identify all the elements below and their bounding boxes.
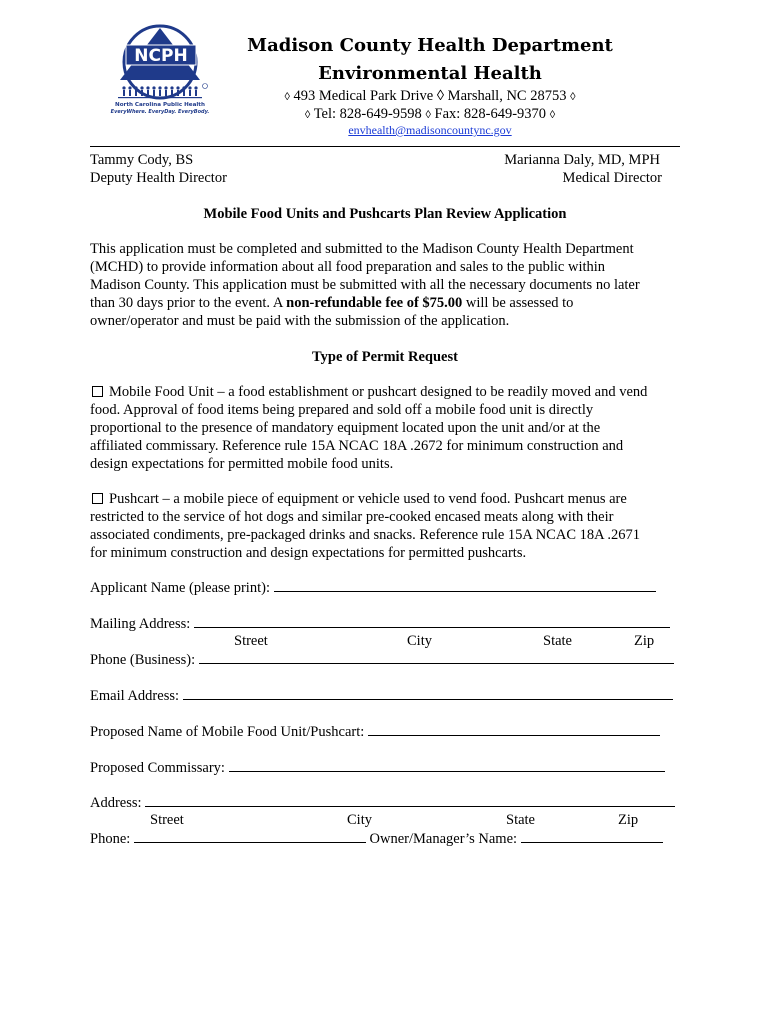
diamond-separator: ◊ <box>570 91 576 103</box>
diamond-separator: ◊ <box>549 109 556 121</box>
option-line: associated condiments, pre-packaged drinks and snacks. Reference rule 15A NCAC 18A .2671 <box>90 527 641 543</box>
medical-director-title: Medical Director <box>562 170 662 186</box>
fee-notice: non-refundable fee of $75.00 <box>286 295 463 311</box>
commissary-address-label: Address: <box>90 795 142 811</box>
city-sublabel: City <box>407 633 432 649</box>
email-line <box>170 123 690 137</box>
intro-text: than 30 days prior to the event. A <box>90 295 287 311</box>
intro-line: owner/operator and must be paid with the submission of the application. <box>90 313 510 329</box>
pushcart-option <box>90 490 680 562</box>
email-link[interactable]: envhealth@madisoncountync.gov <box>348 123 512 137</box>
intro-paragraph <box>90 240 680 330</box>
business-phone-label: Phone (Business): <box>90 652 196 668</box>
fax: Fax: 828-649-9370 <box>434 106 547 122</box>
business-phone-input[interactable] <box>199 650 674 664</box>
option-line: design expectations for permitted mobile food units. <box>90 456 394 472</box>
owner-manager-input[interactable] <box>521 829 663 843</box>
commissary-address-input[interactable] <box>145 793 675 807</box>
logo-caption: North Carolina Public Health <box>115 102 205 108</box>
zip-sublabel: Zip <box>634 633 655 649</box>
intro-text: will be assessed to <box>462 295 574 311</box>
option-line: for minimum construction and design expectations for permitted pushcarts. <box>90 545 527 561</box>
email-address-input[interactable] <box>183 686 673 700</box>
pushcart-checkbox[interactable] <box>92 493 103 504</box>
header-divider <box>90 146 680 147</box>
logo-text: NCPH <box>134 46 188 66</box>
proposed-commissary-input[interactable] <box>229 758 665 772</box>
logo-tagline: EveryWhere. EveryDay. EveryBody. <box>110 109 210 115</box>
proposed-name-input[interactable] <box>368 722 660 736</box>
owner-manager-label: Owner/Manager’s Name: <box>369 831 518 847</box>
zip-sublabel: Zip <box>618 812 639 828</box>
applicant-name-row <box>90 578 656 597</box>
city-sublabel: City <box>347 812 372 828</box>
commissary-phone-row <box>90 829 663 848</box>
diamond-separator: ◊ <box>304 109 311 121</box>
street-address: 493 Medical Park Drive <box>293 88 434 104</box>
option-line: restricted to the service of hot dogs and similar pre-cooked encased meats along with their <box>90 509 614 525</box>
telephone: Tel: 828-649-9598 <box>313 106 422 122</box>
option-line: proportional to the presence of mandatory equipment located upon the unit and/or at the <box>90 420 601 436</box>
diamond-separator: ◊ <box>284 91 290 103</box>
mailing-address-label: Mailing Address: <box>90 616 191 632</box>
proposed-name-label: Proposed Name of Mobile Food Unit/Pushcart: <box>90 724 365 740</box>
option-text: Pushcart – a mobile piece of equipment or vehicle used to vend food. Pushcart menus are <box>109 491 627 507</box>
intro-line <box>90 294 680 312</box>
street-sublabel: Street <box>150 812 184 828</box>
mailing-address-row <box>90 614 670 633</box>
phone-line <box>170 105 690 124</box>
proposed-name-row <box>90 722 660 741</box>
deputy-director-name: Tammy Cody, BS <box>90 152 194 168</box>
option-line <box>90 383 680 401</box>
mailing-address-input[interactable] <box>194 614 670 628</box>
diamond-separator: ◊ <box>425 109 431 121</box>
business-phone-row <box>90 650 674 669</box>
option-text: Mobile Food Unit – a food establishment or pushcart designed to be readily moved and vend <box>109 384 648 400</box>
address-line <box>170 87 690 106</box>
option-line <box>90 490 680 508</box>
state-sublabel: State <box>506 812 535 828</box>
email-address-label: Email Address: <box>90 688 180 704</box>
commissary-phone-label: Phone: <box>90 831 131 847</box>
proposed-commissary-label: Proposed Commissary: <box>90 760 225 776</box>
option-line: affiliated commissary. Reference rule 15A NCAC 18A .2672 for minimum construction and <box>90 438 624 454</box>
state-sublabel: State <box>543 633 572 649</box>
intro-line: Madison County. This application must be submitted with all the necessary documents no later <box>90 277 640 293</box>
applicant-name-label: Applicant Name (please print): <box>90 580 270 596</box>
deputy-director-title: Deputy Health Director <box>90 170 227 186</box>
option-line: food. Approval of food items being prepared and sold off a mobile food unit is directly <box>90 402 594 418</box>
proposed-commissary-row <box>90 758 665 777</box>
intro-line: This application must be completed and submitted to the Madison County Health Department <box>90 241 634 257</box>
intro-line: (MCHD) to provide information about all food preparation and sales to the public within <box>90 259 606 275</box>
email-address-row <box>90 686 673 705</box>
street-sublabel: Street <box>234 633 268 649</box>
applicant-name-input[interactable] <box>274 578 656 592</box>
diamond-separator: ◊ <box>436 88 445 104</box>
city-state: Marshall, NC 28753 <box>447 88 567 104</box>
medical-director-name: Marianna Daly, MD, MPH <box>504 152 660 168</box>
commissary-phone-input[interactable] <box>134 829 366 843</box>
division-title: Environmental Health <box>318 63 542 84</box>
permit-type-heading: Type of Permit Request <box>312 349 458 365</box>
mobile-food-unit-checkbox[interactable] <box>92 386 103 397</box>
department-title: Madison County Health Department <box>247 35 613 56</box>
mobile-food-unit-option <box>90 383 680 473</box>
commissary-address-row <box>90 793 675 812</box>
form-title: Mobile Food Units and Pushcarts Plan Review Application <box>203 206 567 222</box>
